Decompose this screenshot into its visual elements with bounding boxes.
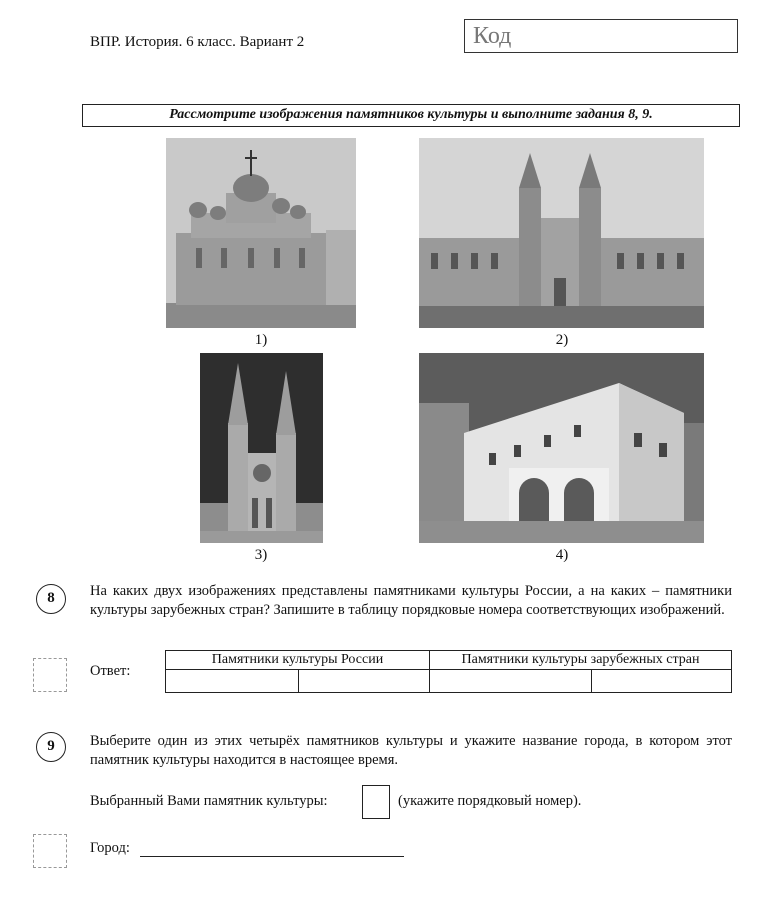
caption-3: 3) [254,547,268,563]
answer-cell-foreign-2[interactable] [592,670,732,693]
image-2-gothic-building [419,138,704,328]
header-russia: Памятники культуры России [166,651,430,670]
chosen-hint: (укажите порядковый номер). [398,793,582,809]
palace-illustration [419,353,704,543]
question-8-text: На каких двух изображениях представлены памятниками культуры России, а на каких – памятники культуры зарубежных стран? Запишите в таблицу порядковые номера соответствующих изображений. [90,583,732,618]
image-3-gothic-cathedral [200,353,323,543]
image-1-cathedral [166,138,356,328]
question-8-number: 8 [36,584,66,614]
question-9-number: 9 [36,732,66,762]
code-field[interactable] [464,19,738,53]
header-foreign: Памятники культуры зарубежных стран [430,651,732,670]
city-label: Город: [90,840,130,856]
answer-label: Ответ: [90,663,131,679]
caption-2: 2) [555,332,569,348]
answer-cell-foreign-1[interactable] [430,670,592,693]
chosen-label: Выбранный Вами памятник культуры: [90,793,328,809]
caption-1: 1) [254,332,268,348]
code-label: Код [473,23,512,49]
chosen-number-box[interactable] [362,785,390,819]
score-box-9[interactable] [33,834,67,868]
instruction-box: Рассмотрите изображения памятников культуры и выполните задания 8, 9. [82,104,740,127]
image-4-palace [419,353,704,543]
city-input-line[interactable] [140,840,404,857]
cathedral-illustration [166,138,356,328]
header-title: ВПР. История. 6 класс. Вариант 2 [90,34,305,50]
caption-4: 4) [555,547,569,563]
gothic-cathedral-illustration [200,353,323,543]
question-9-text: Выберите один из этих четырёх памятников культуры и укажите название города, в котором этот памятник культуры находится в настоящее время. [90,733,732,768]
answer-table [165,650,732,693]
answer-cell-russia-2[interactable] [299,670,430,693]
gothic-building-illustration [419,138,704,328]
answer-cell-russia-1[interactable] [166,670,299,693]
score-box-8[interactable] [33,658,67,692]
